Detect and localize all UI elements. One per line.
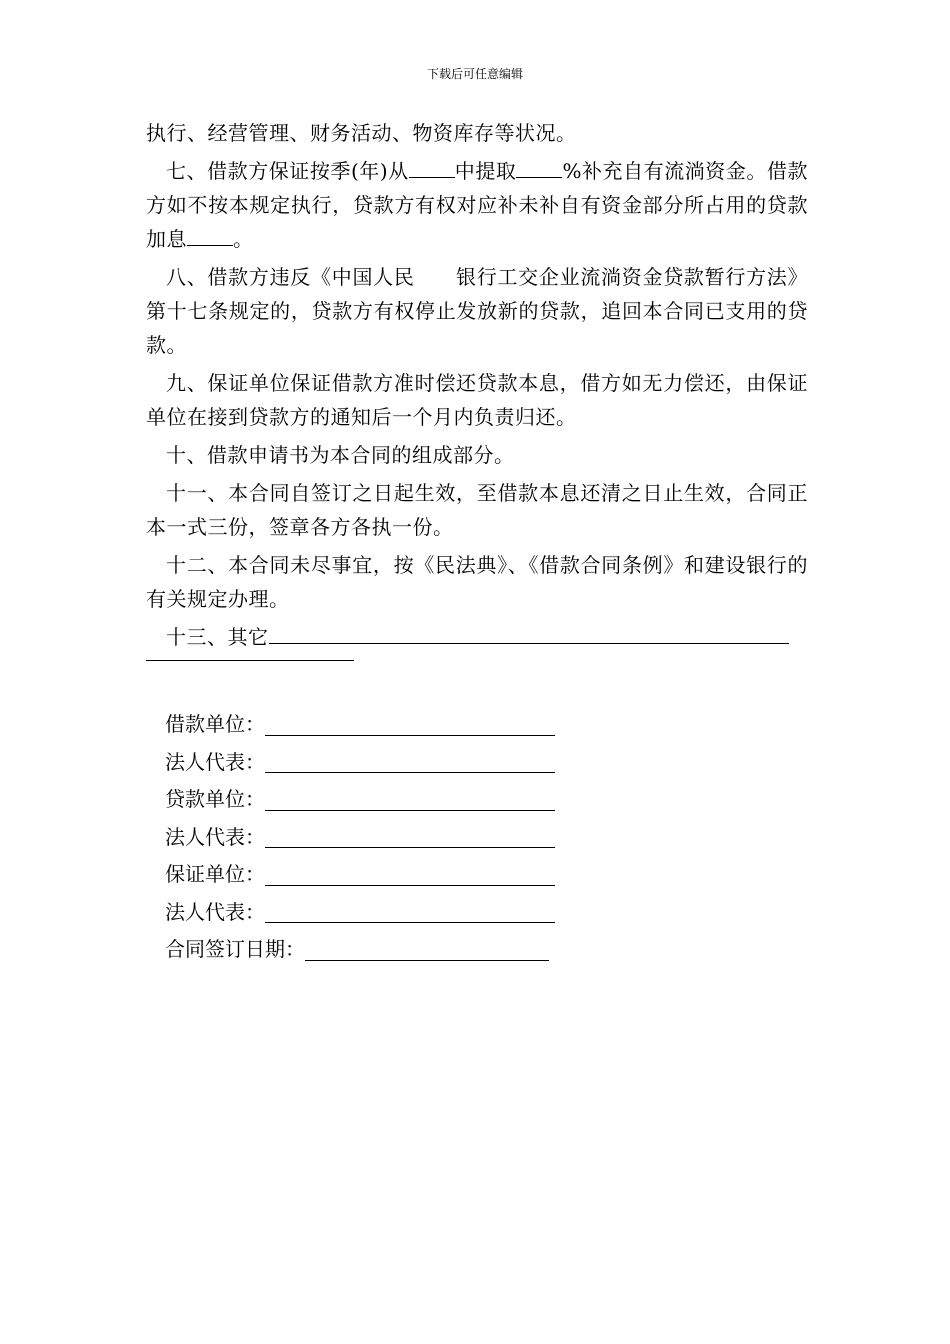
signature-line [265,825,555,848]
clause-7-part-c: %补充自有流淌资金。借款方如不按本规定执行，贷款方有权对应补未补自有资金部分所占用的贷款加息 [146,159,808,251]
contract-body [146,116,808,661]
signature-line [265,900,555,923]
blank-interest [187,225,233,246]
clause-7-part-d: 。 [233,227,254,251]
signature-label: 法人代表： [165,824,265,849]
signature-line [305,938,549,961]
clause-13 [146,620,808,654]
blank-other-continuation [146,660,354,661]
signature-label: 保证单位： [165,862,265,886]
signature-line [265,750,555,773]
signature-line [265,713,555,736]
signature-row [165,706,555,744]
clause-9: 九、保证单位保证借款方准时偿还贷款本息，借方如无力偿还，由保证单位在接到贷款方的通知后一个月内负责归还。 [146,371,808,429]
clause-10: 十、借款申请书为本合同的组成部分。 [166,443,515,467]
signature-label: 合同签订日期： [165,937,305,961]
blank-other [269,623,789,644]
signature-row [165,819,555,857]
signature-line [265,863,555,886]
signature-row [165,781,555,819]
blank-percent [516,157,562,178]
signature-line [265,788,555,811]
blank-source [409,157,455,178]
signature-block [165,706,555,969]
signature-label: 法人代表： [165,899,265,924]
clause-13-label: 十三、其它 [166,625,269,649]
page-header: 下载后可任意编辑 [426,67,523,81]
signature-label: 法人代表： [165,749,265,774]
clause-7-part-b: 中提取 [454,159,517,183]
clause-12: 十二、本合同未尽事宜，按《民法典》、《借款合同条例》和建设银行的有关规定办理。 [146,553,808,611]
clause-11: 十一、本合同自签订之日起生效，至借款本息还清之日止生效，合同正本一式三份，签章各方各执一份。 [146,481,808,539]
signature-row [165,856,555,894]
signature-label: 借款单位： [165,712,265,736]
signature-row [165,894,555,932]
signature-row [165,931,555,969]
clause-8: 八、借款方违反《中国人民 银行工交企业流淌资金贷款暂行方法》第十七条规定的，贷款方有权停止发放新的贷款，追回本合同已支用的贷款。 [146,265,808,357]
signature-row [165,744,555,782]
signature-label: 贷款单位： [165,787,265,811]
paragraph-continuation: 执行、经营管理、财务活动、物资库存等状况。 [146,121,577,145]
clause-7 [146,154,808,256]
clause-7-part-a: 七、借款方保证按季(年)从 [166,159,409,183]
